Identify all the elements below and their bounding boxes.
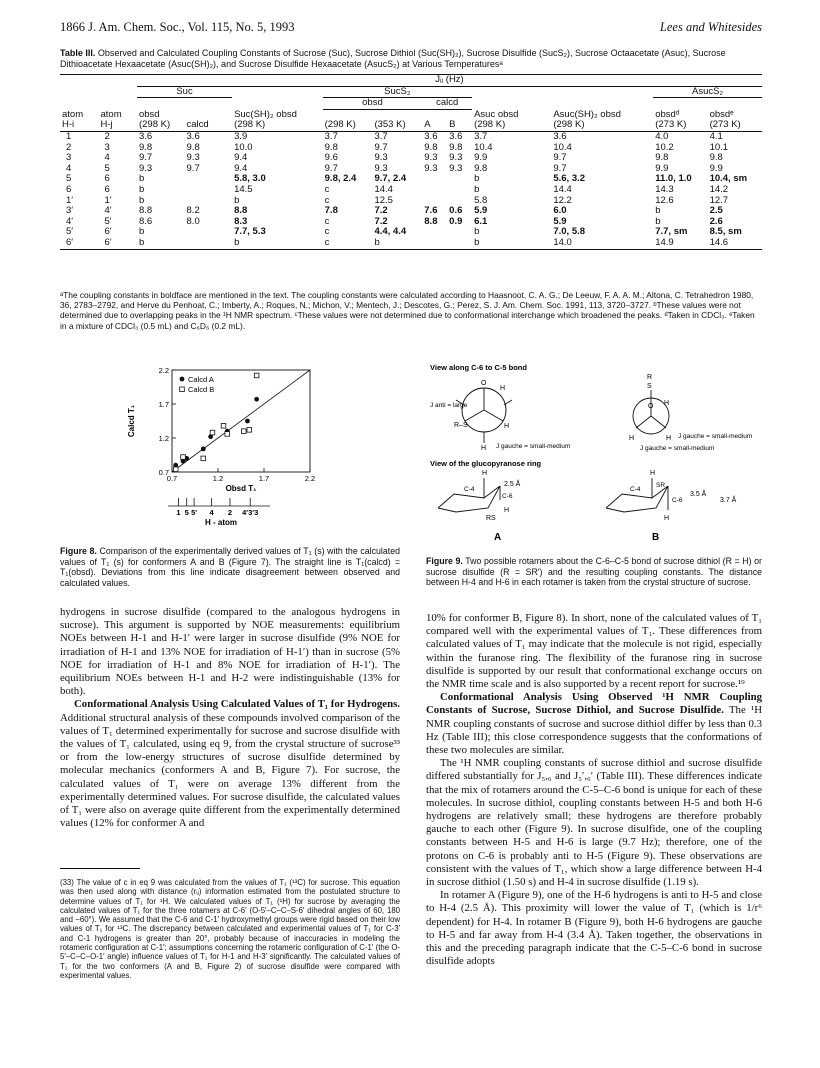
table-cell: 9.4 [234,152,248,164]
table-cell: b [474,236,480,248]
table-cell [185,238,233,249]
table-cell [447,174,472,185]
table-cell: 3.7 [324,130,338,142]
table-cell: 3 [104,141,110,153]
table-cell: 5 [104,162,110,174]
table-cell: b [374,236,380,248]
col-hi: H-i [62,119,75,131]
table-caption-text: Observed and Calculated Coupling Constants of Sucrose (Suc), Sucrose Dithiol (Suc(SH)₂), Sucrose Disulfide (SucS₂), Sucrose Octaacetate (Asuc), Sucrose Dithioacetate Hexaacetate (Asuc(SH)₂), and Sucrose Disulfide Hexaacetate (AsucS₂) at Various Temperaturesᵃ [60,48,726,69]
point-calcd-b [247,428,252,433]
table-cell: 8.6 [138,215,153,227]
figure-9-label: Figure 9. [426,556,463,566]
table-cell: 8.2 [186,205,200,217]
table-cell: 12.2 [553,194,572,206]
h-atom-tick-label: 4 [209,508,214,517]
atom-h: H [666,435,672,442]
col-asuc: Asuc obsd [474,108,519,120]
running-header [60,20,762,38]
h-atom-tick-label: 5′ [191,508,198,517]
atom-rs: R–S [454,422,468,429]
paragraph: 10% for conformer B, Figure 8). In short, none of the calculated values of T₁ compared well with the experimental values of T₁. These differences from calculated values of T₁ may indicate that the molecule is not rigid, especially within the furanose ring. The flexibility of the furanose ring in sucrose disulfide is supported by our result that conformational exchange occurs on the NMR time scale and is also supported by a recent report for sucrose.¹⁹ [426,612,762,691]
table-cell: b [474,173,480,185]
x-tick-label: 0.7 [166,474,178,483]
x-tick-label: 1.2 [212,474,224,483]
right-column [426,612,762,968]
table-cell: c [324,215,330,227]
col-suc-obsd: obsd [138,108,160,120]
atom-h: H [500,385,506,392]
atom-h: H [504,507,510,514]
y-axis-label: Calcd T₁ [127,404,136,438]
table-cell: 8.8 [138,205,153,217]
table-cell: 7.2 [374,215,388,227]
table-cell: 9.8 [424,141,438,153]
table-cell: 3.6 [186,130,200,142]
rotamer-a-label: A [494,532,502,543]
h-atom-tick-label: 4′3′3 [242,508,259,517]
atom-s: S [647,383,652,390]
table-cell [422,238,447,249]
table-cell: 9.9 [474,152,488,164]
j-gauche-label: J gauche = small-medium [678,433,753,440]
y-tick-label: 2.2 [158,366,169,375]
table-cell: 4 [66,162,72,174]
figure-8-label: Figure 8. [60,546,97,556]
y-tick-label: 1.7 [158,400,169,409]
table-cell: 9.3 [424,162,438,174]
point-calcd-b [225,432,230,437]
point-calcd-b [210,430,215,435]
table-cell: b [655,215,661,227]
h-atom-tick-label: 2 [227,508,233,517]
table-cell: 9.8 [449,141,463,153]
table-cell: 5.8 [474,194,488,206]
col-temp: (298 K) [234,119,266,131]
table-caption [60,48,762,70]
table-cell: 14.5 [234,183,253,195]
table-cell: 0.9 [449,215,463,227]
atom-h: H [664,515,670,522]
table-cell: 5′ [66,226,74,238]
table-cell [447,227,472,238]
paragraph: The ¹H NMR coupling constants of sucrose dithiol and sucrose disulfide differed substantially for J₅,₆ and J₅′,₆′ (Table III). These differences indicate that the mix of rotamers around the C-5–C-6 bond is unique for each of these molecules. In sucrose dithiol, coupling constants between H-5 and both H-6 hydrogens are relatively small; these hydrogens are therefore probably gauche to each other (Figure 9). In sucrose disulfide, one of the coupling constants between H-5 and H-6 is large (9.7 Hz); therefore, one of the protons on C-6 is probably anti to H-5 (Figure 9). These observations are consistent with the values of T₁, which show a large difference between H-4 in sucrose dithiol (1.50 s) and H-4 in sucrose disulfide (1.19 s). [426,757,762,889]
atom-r: R [647,374,653,381]
table-cell: 6.1 [474,215,488,227]
coupling-constants-table [60,74,762,250]
table-cell: 5 [66,173,72,185]
table-row [60,238,762,249]
x-tick-label: 2.2 [304,474,316,483]
table-cell: 9.4 [234,162,248,174]
table-cell: b [234,236,240,248]
atom-o: O [481,380,487,387]
col-asucs2-e: obsdᵉ [709,108,734,120]
table-cell: 6′ [66,236,74,248]
x-tick-label: 1.7 [258,474,270,483]
legend-marker-a [180,377,185,382]
col-calcd-b: B [449,119,456,131]
table-cell: 9.8 [709,152,723,164]
figure-8-chart [120,362,350,540]
point-calcd-b [173,467,178,472]
table-cell: 9.7, 2.4 [374,173,407,185]
table-cell: 9.7 [324,162,338,174]
x-axis-label: Obsd T₁ [225,484,257,493]
table-cell: 2.5 [709,205,723,217]
table-cell: 6 [66,183,72,195]
table-cell: 5.9 [474,205,488,217]
j-gauche-label: J gauche = small-medium [496,443,571,450]
table-cell [422,174,447,185]
table-cell: 7.6 [424,205,438,217]
table-cell: 3 [66,152,72,164]
table-cell: b [138,226,145,238]
col-temp: (298 K) [324,119,356,131]
paragraph: The ¹H NMR coupling constants of sucrose and sucrose dithiol differ by less than 0.3 Hz (Table III); this close correspondence suggests that the conformations of these two molecules are similar. [426,704,762,757]
table-row [60,185,762,196]
table-cell: 7.7, sm [655,226,688,238]
table-cell: 9.8, 2.4 [324,173,357,185]
col-atom-j: atom [100,108,122,120]
h-atom-tick-label: 1 [176,508,181,517]
h-atom-tick-label: 5 [184,508,189,517]
col-asucsh2: Asuc(SH)₂ obsd [553,108,621,120]
view-title-2: View of the glucopyranose ring [430,459,542,468]
left-column [60,606,400,830]
atom-h: H [504,423,510,430]
view-title-1: View along C-6 to C-5 bond [430,363,527,372]
table-cell: 9.3 [424,152,438,164]
table-cell: 3.9 [234,130,248,142]
col-atom-i: atom [62,108,84,120]
distance-a: 2.5 Å [504,481,521,488]
atom-sr: SR [656,482,666,489]
col-temp: (298 K) [474,119,506,131]
table-cell: c [324,183,330,195]
table-cell: 3.6 [138,130,153,142]
section-heading: Conformational Analysis Using Observed ¹H NMR Coupling Constants of Sucrose, Sucrose Dithiol, and Sucrose Disulfide. [426,691,762,717]
table-cell: b [655,205,661,217]
table-cell: 6′ [104,236,112,248]
table-cell: 8.0 [186,215,200,227]
atom-c4: C-4 [630,486,641,493]
table-cell: 9.7 [553,152,567,164]
table-cell: 3.6 [449,130,463,142]
col-temp: (298 K) [553,119,585,131]
point-calcd-b [221,423,226,428]
table-cell: 8.5, sm [709,226,742,238]
table-cell: 4.0 [655,130,669,142]
table-cell: 12.6 [655,194,674,206]
table-cell: 9.8 [186,141,200,153]
table-cell [185,185,233,196]
col-suc-calcd: calcd [186,119,209,131]
authors: Lees and Whitesides [659,20,762,34]
col-temp: (273 K) [655,119,687,131]
atom-h: H [481,445,487,452]
table-cell: 14.2 [709,183,729,195]
point-calcd-b [241,429,246,434]
table-cell: b [234,194,240,206]
journal-citation: 1866 J. Am. Chem. Soc., Vol. 115, No. 5, 1993 [60,20,295,34]
table-cell: 0.6 [449,205,463,217]
table-cell: 10.0 [234,141,253,153]
table-cell: 9.3 [374,152,388,164]
point-calcd-b [254,373,259,378]
table-cell: 7.8 [324,205,338,217]
table-cell: 9.3 [186,152,200,164]
paragraph: Additional structural analysis of these compounds involved comparison of the values of T₁ determined experimentally for sucrose and sucrose disulfide with the values of T₁ calculated, using eq 9, from the crystal structure of sucrose³³ or from the low-energy structures of sucrose disulfide determined by molecular mechanics (conformers A and B, Figure 7). For sucrose, the calculated values of T₁ were on average 13% different from the experimentally determined values. For sucrose disulfide, the calculated values of T₁ were also on average quite different from the experimentally determined values (12% for conformer A and [60,711,400,830]
table-cell: 9.8 [138,141,153,153]
table-cell: 14.0 [553,236,572,248]
paragraph: In rotamer A (Figure 9), one of the H-6 hydrogens is anti to H-5 and close to H-4 (2.5 Å). This proximity will lower the value of T₁ (which is 1/r⁶ dependent) for H-4. In rotamer B (Figure 9), both H-6 hydrogens are gauche to H-5 and far away from H-4 (3.4 Å). Taken together, the observations in this and the preceding paragraph indicate that the C-5–C-6 bond in sucrose disulfide adopts [426,889,762,968]
table-label: Table III. [60,48,96,58]
table-cell: 10.1 [709,141,729,153]
sucs2-obsd-header: obsd [323,98,423,110]
table-cell: 10.4 [474,141,493,153]
table-cell: 9.7 [186,162,200,174]
table-cell: 4′ [66,215,74,227]
col-temp: (273 K) [709,119,741,131]
figure-9-diagram [426,360,766,545]
table-cell [422,185,447,196]
table-cell: 12.5 [374,194,393,206]
paragraph: hydrogens in sucrose disulfide (compared to the analogous hydrogens in sucrose). This argument is supported by NOE measurements: equilibrium NOEs between H-1 and H-1′ were larger in sucrose disulfide (9% NOE for irradiation of H-1 and 13% NOE for irradiation of H-1′) than in sucrose (5% NOE for irradiation of H-1 and 8% NOE for irradiation of H-1′). The equilibrium NOEs between H-1 and H-2 were indistinguishable (13% for both). [60,606,400,698]
section-heading: Conformational Analysis Using Calculated Values of T₁ for Hydrogens. [74,698,400,711]
table-cell: 9.3 [449,162,463,174]
table-cell: 14.9 [655,236,674,248]
reference-33: (33) The value of c in eq 9 was calculated from the values of T₁ (¹³C) for sucrose. This equation was then used along with distance (rᵢⱼ) information estimated from the postulated structure to determine values of T₁ for ¹H. We calculated values of T₁ (¹H) for sucrose by averaging the calculated values of T₁ for the three rotamers at C-6′ (O-5′–C–C–S-6′ dihedral angles of 60, 180 and −60°). We assumed that the C-6 and C-1′ hydroxymethyl groups were rigid based on their low values of T₁ for ¹³C. The discrepancy between calculated and experimental values of T₁ for C-3′ and C-1 hydrogens is greater than 20°, probably because of inaccuracies in modeling the rotameric configuration at C-1′; assumptions concerning the rotameric configuration of C-1′ (the O-5′–C–C–O-1′ angle) influence values of T₁ for H-1 and H-3′ significantly. The calculated values of T₁ for the two conformers (A and B, Figure 2) of sucrose disulfide were compared with experimental values. [60,878,400,980]
table-cell: 11.0, 1.0 [655,173,692,185]
table-cell [185,227,233,238]
table-row [60,131,762,142]
table-cell: 9.9 [709,162,723,174]
atom-o: O [648,403,654,410]
table-cell: 4.1 [709,130,723,142]
table-cell: 14.4 [374,183,393,195]
table-cell: 3.7 [474,130,488,142]
point-calcd-a [201,446,206,451]
table-cell: 9.3 [374,162,388,174]
table-cell: 3′ [66,205,74,217]
legend-label-b: Calcd B [188,385,215,394]
atom-h: H [650,470,656,477]
table-cell: 8.3 [234,215,248,227]
table-cell: 14.6 [709,236,729,248]
table-cell [185,174,233,185]
table-cell: c [324,236,330,248]
table-cell: 5.6, 3.2 [553,173,586,185]
table-cell: 6.0 [553,205,567,217]
table-cell: 3.6 [553,130,567,142]
table-body [60,131,762,249]
table-cell: 9.8 [655,152,669,164]
point-calcd-b [201,456,206,461]
point-calcd-a [245,419,250,424]
footnote-rule [60,868,140,869]
table-cell: 9.3 [138,162,153,174]
table-cell: b [138,173,145,185]
col-temp: (298 K) [138,119,171,131]
atom-h: H [664,400,670,407]
suc-group-header: Suc [137,86,232,98]
table-cell: 9.7 [553,162,567,174]
table-cell: 4′ [104,205,112,217]
legend-marker-b [180,387,185,392]
sucs2-group-header: SucS₂ [323,86,472,98]
table-cell: 10.2 [655,141,674,153]
table-cell: 2 [66,141,72,153]
asucs2-group-header: AsucS₂ [653,86,762,98]
table-cell: 5.8, 3.0 [234,173,266,185]
table-cell [447,238,472,249]
y-tick-label: 0.7 [158,468,169,477]
table-cell: 2.6 [709,215,723,227]
table-cell: c [324,194,330,206]
distance-c: 3.7 Å [720,497,737,504]
jij-header: Jᵢⱼ (Hz) [137,75,762,87]
col-asucs2-d: obsdᵈ [655,108,680,120]
table-cell: 4 [104,152,110,164]
atom-c4: C-4 [464,486,475,493]
figure-9-text: Two possible rotamers about the C-6–C-5 bond of sucrose dithiol (R = H) or sucrose disulfide (R = SR′) and the resulting coupling constants. The distance between H-4 and H-6 in each rotamer is taken from the crystal structure of sucrose. [426,556,762,588]
table-cell: b [138,236,145,248]
table-cell: 8.8 [234,205,248,217]
table-cell: 14.4 [553,183,572,195]
table-cell: 10.4 [553,141,572,153]
distance-b: 3.5 Å [690,491,707,498]
table-cell: 5.9 [553,215,567,227]
table-cell: 9.6 [324,152,338,164]
table-cell: 9.7 [138,152,153,164]
atom-rs: RS [486,515,496,522]
table-cell: 9.8 [474,162,488,174]
rotamer-b-label: B [652,532,660,543]
y-tick-label: 1.2 [158,434,169,443]
table-cell: 1′ [66,194,74,206]
table-cell: 6 [104,173,110,185]
h-atom-axis-title: H - atom [205,518,237,527]
table-footnote: ᵃThe coupling constants in boldface are mentioned in the text. The coupling constants were calculated according to Haasnoot, C. A. G.; De Leeuw, F. A. A. M.; Altona, C. Tetrahedron 1980, 36, 2783–2792, and Herve du Penhoat, C.; Imberty, A.; Roques, N.; Michon, V.; Mentech, J.; Descotes, G.; Perez, S. J. Am. Chem. Soc. 1991, 113, 3720–3727. ᵇThese values were not determined due to overlapping peaks in the ¹H NMR spectrum. ᶜThese values were not determined due to conformational interchange which broadened the peaks. ᵈTaken in CDCl₃. ᵉTaken in a mixture of CDCl₃ (0.5 mL) and C₆D₆ (0.2 mL). [60,290,755,331]
table-cell: b [138,194,145,206]
sucs2-calcd-header: calcd [422,98,472,110]
atom-c6: C-6 [502,493,513,500]
table-cell [422,227,447,238]
table-cell: 4.4, 4.4 [374,226,407,238]
table-cell: 10.4, sm [709,173,748,185]
table-cell: 1 [66,130,72,142]
atom-h: H [629,435,635,442]
table-cell: 14.3 [655,183,674,195]
figure-8-text: Comparison of the experimentally derived values of T₁ (s) with the calculated values of T₁ (s) for conformers A and B (Figure 7). The straight line is T₁(calcd) = T₁(obsd). Deviations from this line indicate disagreement between observed and calculated values. [60,546,400,588]
figure-9-caption [426,556,762,588]
table-cell: 9.9 [655,162,669,174]
table-cell: 6′ [104,226,112,238]
col-temp: (353 K) [374,119,406,131]
point-calcd-a [254,397,259,402]
table-cell: 2 [104,130,110,142]
table-cell: b [474,226,480,238]
table-cell: 9.3 [449,152,463,164]
j-anti-label: J anti = large [430,402,468,409]
point-calcd-b [181,455,186,460]
table-cell: 8.8 [424,215,438,227]
table-cell: 7.0, 5.8 [553,226,586,238]
table-cell: 5′ [104,215,112,227]
figure-8-caption [60,546,400,588]
table-cell: 3.7 [374,130,388,142]
table-cell: 1′ [104,194,112,206]
table-cell: c [324,226,330,238]
table-cell: b [138,183,145,195]
table-cell: 6 [104,183,110,195]
table-cell: 12.7 [709,194,729,206]
col-hj: H-j [100,119,113,131]
j-gauche-label: J gauche = small-medium [640,445,715,452]
col-calcd-a: A [424,119,431,131]
table-cell: 3.6 [424,130,438,142]
table-cell: 7.7, 5.3 [234,226,266,238]
table-cell [447,185,472,196]
table-cell: 7.2 [374,205,388,217]
legend-label-a: Calcd A [188,375,214,384]
atom-h: H [482,470,488,477]
atom-c6: C-6 [672,497,683,504]
col-sucsh2: Suc(SH)₂ obsd [234,108,297,120]
table-cell: 9.7 [374,141,388,153]
table-cell: 9.8 [324,141,338,153]
table-cell: b [474,183,480,195]
